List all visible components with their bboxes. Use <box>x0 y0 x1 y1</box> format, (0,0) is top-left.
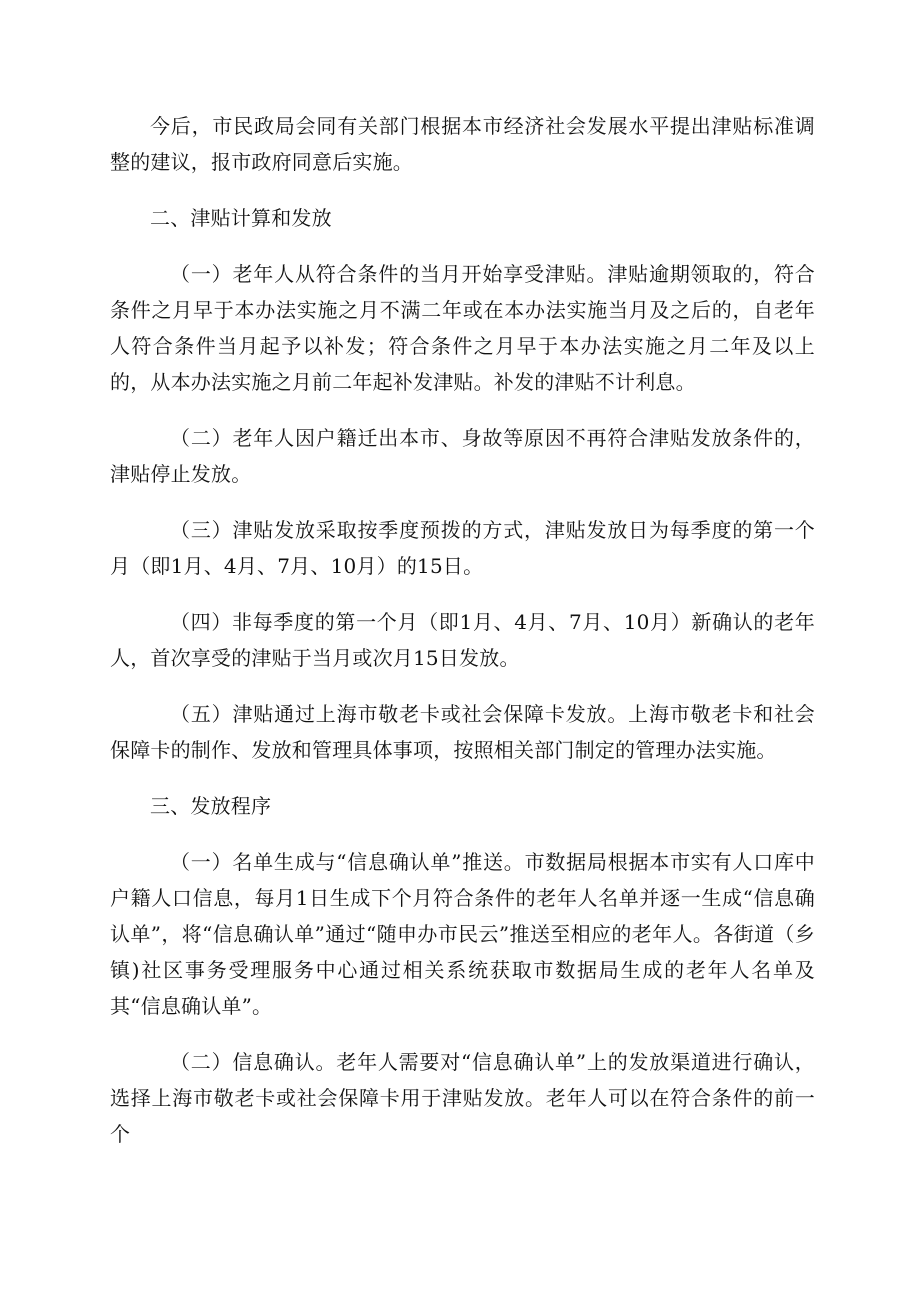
section-heading-calculation: 二、津贴计算和发放 <box>150 206 332 230</box>
paragraph-procedure-2: （二）信息确认。老年人需要对“信息确认单”上的发放渠道进行确认，选择上海市敬老卡或社会保障卡用于津贴发放。老年人可以在符合条件的前一个 <box>110 1050 815 1146</box>
section-heading-procedure: 三、发放程序 <box>150 794 272 818</box>
document-body <box>110 108 815 1152</box>
paragraph-item-1: （一）老年人从符合条件的当月开始享受津贴。津贴逾期领取的，符合条件之月早于本办法实施之月不满二年或在本办法实施当月及之后的，自老年人符合条件当月起予以补发；符合条件之月早于本办法实施之月二年及以上的，从本办法实施之月前二年起补发津贴。补发的津贴不计利息。 <box>110 262 815 394</box>
paragraph-item-5: （五）津贴通过上海市敬老卡或社会保障卡发放。上海市敬老卡和社会保障卡的制作、发放和管理具体事项，按照相关部门制定的管理办法实施。 <box>110 702 815 762</box>
paragraph-item-3: （三）津贴发放采取按季度预拨的方式，津贴发放日为每季度的第一个月（即1月、4月、7月、10月）的15日。 <box>110 518 815 578</box>
paragraph-procedure-1: （一）名单生成与“信息确认单”推送。市数据局根据本市实有人口库中户籍人口信息，每月1日生成下个月符合条件的老年人名单并逐一生成“信息确认单”，将“信息确认单”通过“随申办市民云”推送至相应的老年人。各街道（乡镇)社区事务受理服务中心通过相关系统获取市数据局生成的老年人名单及其“信息确认单”。 <box>110 850 815 1018</box>
paragraph-item-4: （四）非每季度的第一个月（即1月、4月、7月、10月）新确认的老年人，首次享受的津贴于当月或次月15日发放。 <box>110 610 815 670</box>
paragraph-item-2: （二）老年人因户籍迁出本市、身故等原因不再符合津贴发放条件的，津贴停止发放。 <box>110 426 815 486</box>
paragraph-adjustment-note: 今后，市民政局会同有关部门根据本市经济社会发展水平提出津贴标准调整的建议，报市政府同意后实施。 <box>110 114 815 174</box>
